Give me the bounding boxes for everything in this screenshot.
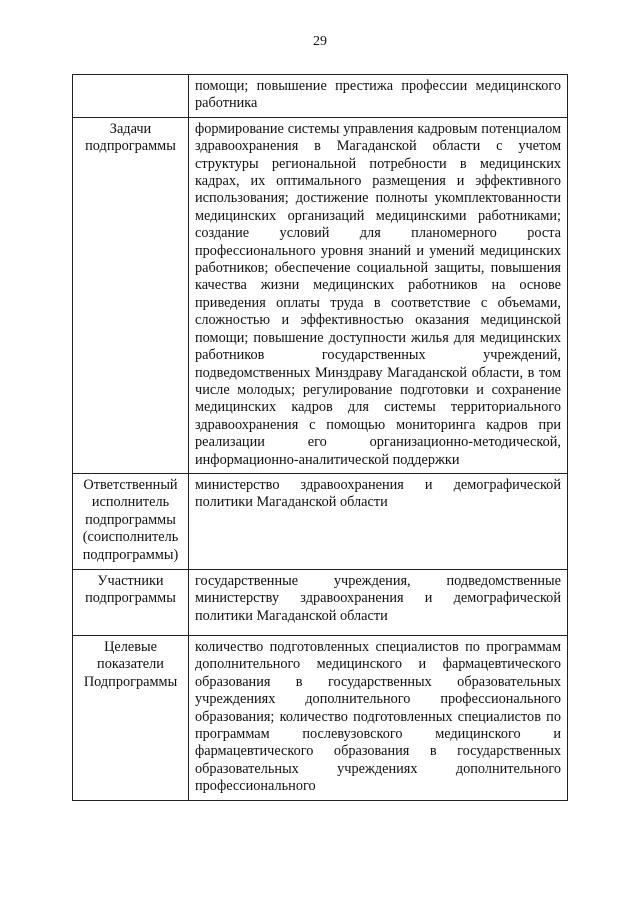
table-row (73, 117, 568, 473)
row-text: количество подготовленных специалистов по программам дополнительного медицинского и фармацевтического образования в государственных образовательных учреждениях дополнительного профессионального образования; количество подготовленных специалистов по программам послевузовского медицинского и фармацевтического образования в государственных образовательных учреждениях дополнительного профессионального (189, 635, 568, 800)
page-number: 29 (313, 34, 327, 49)
row-text: государственные учреждения, подведомственные министерству здравоохранения и демографической политики Магаданской области (189, 569, 568, 635)
row-text: министерство здравоохранения и демографической политики Магаданской области (189, 473, 568, 569)
table-row (73, 635, 568, 800)
row-label (73, 75, 189, 118)
row-label: Ответственный исполнитель подпрограммы (соисполнитель подпрограммы) (73, 473, 189, 569)
row-text: формирование системы управления кадровым потенциалом здравоохранения в Магаданской области с учетом структуры региональной потребности в медицинских кадрах, их оптимального размещения и эффективного использования; достижение полноты укомплектованности медицинских организаций медицинскими работниками; создание условий для планомерного роста профессионального уровня знаний и умений медицинских работников; обеспечение социальной защиты, повышения качества жизни медицинских работников на основе приведения оплаты труда в соответствие с объемами, сложностью и эффективностью оказания медицинской помощи; повышение доступности жилья для медицинских работников государственных учреждений, подведомственных Минздраву Магаданской области, в том числе молодых; регулирование подготовки и сохранение медицинских кадров для системы территориального здравоохранения с помощью мониторинга кадров при реализации его организационно-методической, информационно-аналитической поддержки (189, 117, 568, 473)
subprogram-passport-table (72, 74, 568, 801)
table-row (73, 569, 568, 635)
row-label: Задачи подпрограммы (73, 117, 189, 473)
row-text: помощи; повышение престижа профессии медицинского работника (189, 75, 568, 118)
table-row (73, 75, 568, 118)
row-label: Участники подпрограммы (73, 569, 189, 635)
row-label: Целевые показатели Подпрограммы (73, 635, 189, 800)
table-row (73, 473, 568, 569)
